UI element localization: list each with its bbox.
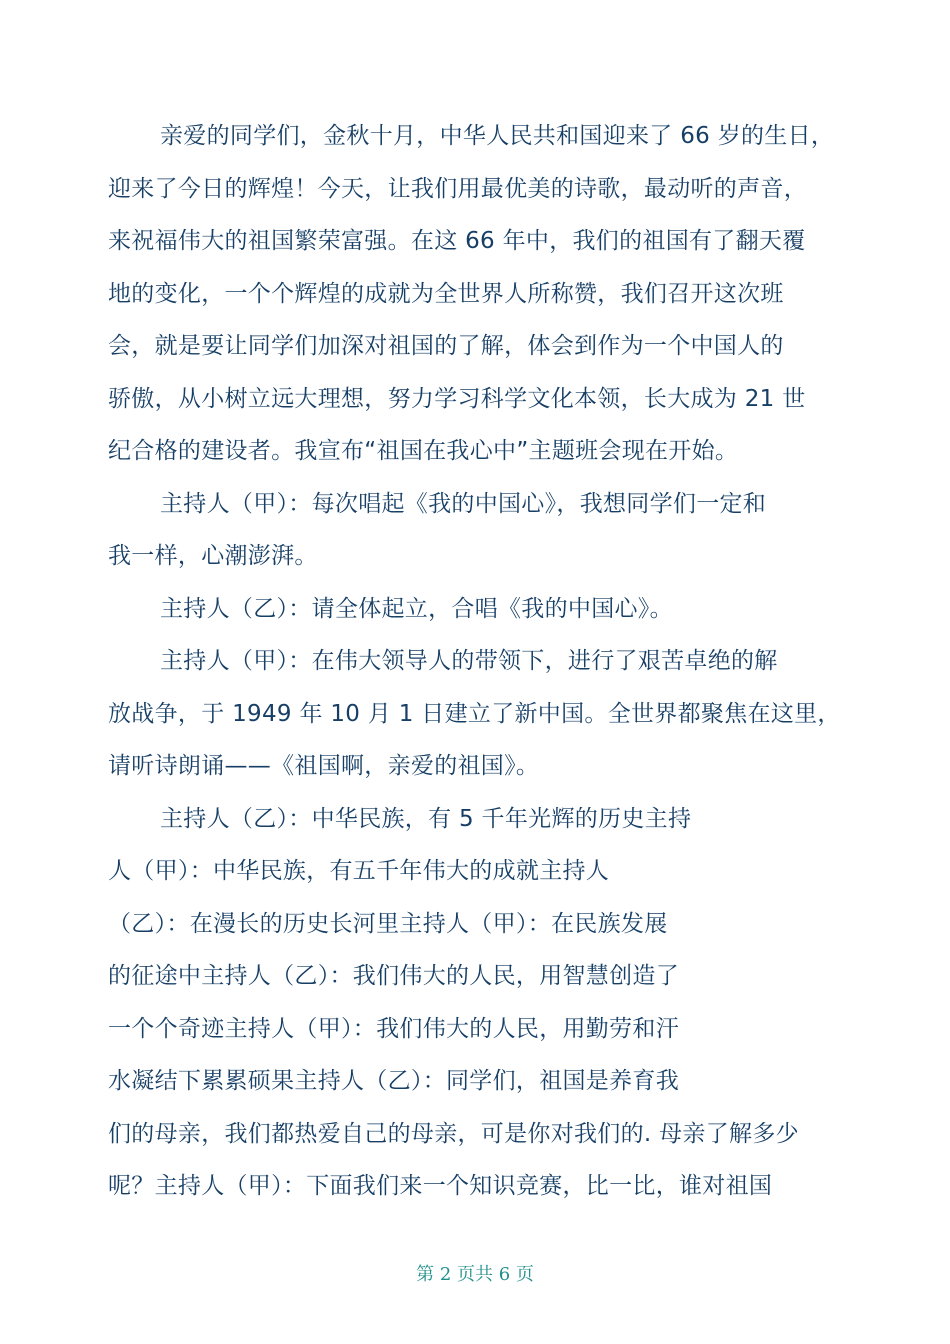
- paragraph-line: （乙）：在漫长的历史长河里主持人（甲）：在民族发展: [108, 910, 668, 937]
- paragraph-line: 水凝结下累累硕果主持人（乙）：同学们，祖国是养育我: [108, 1068, 679, 1094]
- paragraph-line: 主持人（乙）：请全体起立，合唱《我的中国心》。: [160, 595, 673, 622]
- paragraph-line: 亲爱的同学们，金秋十月，中华人民共和国迎来了 66 岁的生日，: [160, 123, 835, 149]
- paragraph-line: 们的母亲，我们都热爱自己的母亲，可是你对我们的. 母亲了解多少: [108, 1120, 799, 1147]
- paragraph-line: 迎来了今日的辉煌！今天，让我们用最优美的诗歌，最动听的声音，: [108, 175, 807, 202]
- paragraph-line: 会，就是要让同学们加深对祖国的了解，体会到作为一个中国人的: [108, 333, 784, 359]
- paragraph-line: 我一样，心潮澎湃。: [108, 543, 318, 569]
- paragraph-line: 一个个奇迹主持人（甲）：我们伟大的人民，用勤劳和汗: [108, 1015, 679, 1042]
- paragraph-line: 主持人（甲）：在伟大领导人的带领下，进行了艰苦卓绝的解: [160, 648, 778, 674]
- document-body: [108, 110, 868, 1213]
- paragraph-line: 地的变化，一个个辉煌的成就为全世界人所称赞，我们召开这次班: [108, 280, 784, 307]
- paragraph-line: 纪合格的建设者。我宣布“祖国在我心中”主题班会现在开始。: [108, 438, 739, 464]
- paragraph-line: 请听诗朗诵——《祖国啊，亲爱的祖国》。: [108, 753, 540, 779]
- paragraph-line: 主持人（甲）：每次唱起《我的中国心》，我想同学们一定和: [160, 490, 767, 517]
- paragraph-line: 的征途中主持人（乙）：我们伟大的人民，用智慧创造了: [108, 963, 679, 989]
- paragraph-line: 主持人（乙）：中华民族，有 5 千年光辉的历史主持: [160, 805, 692, 832]
- paragraph-line: 放战争，于 1949 年 10 月 1 日建立了新中国。全世界都聚焦在这里，: [108, 700, 841, 727]
- paragraph-line: 呢？主持人（甲）：下面我们来一个知识竞赛，比一比，谁对祖国: [108, 1173, 773, 1199]
- paragraph-line: 人（甲）：中华民族，有五千年伟大的成就主持人: [108, 858, 610, 884]
- paragraph-line: 骄傲，从小树立远大理想，努力学习科学文化本领，长大成为 21 世: [108, 385, 806, 412]
- paragraph-line: 来祝福伟大的祖国繁荣富强。在这 66 年中，我们的祖国有了翻天覆: [108, 228, 806, 254]
- page-number-footer: 第 2 页共 6 页: [416, 1264, 534, 1285]
